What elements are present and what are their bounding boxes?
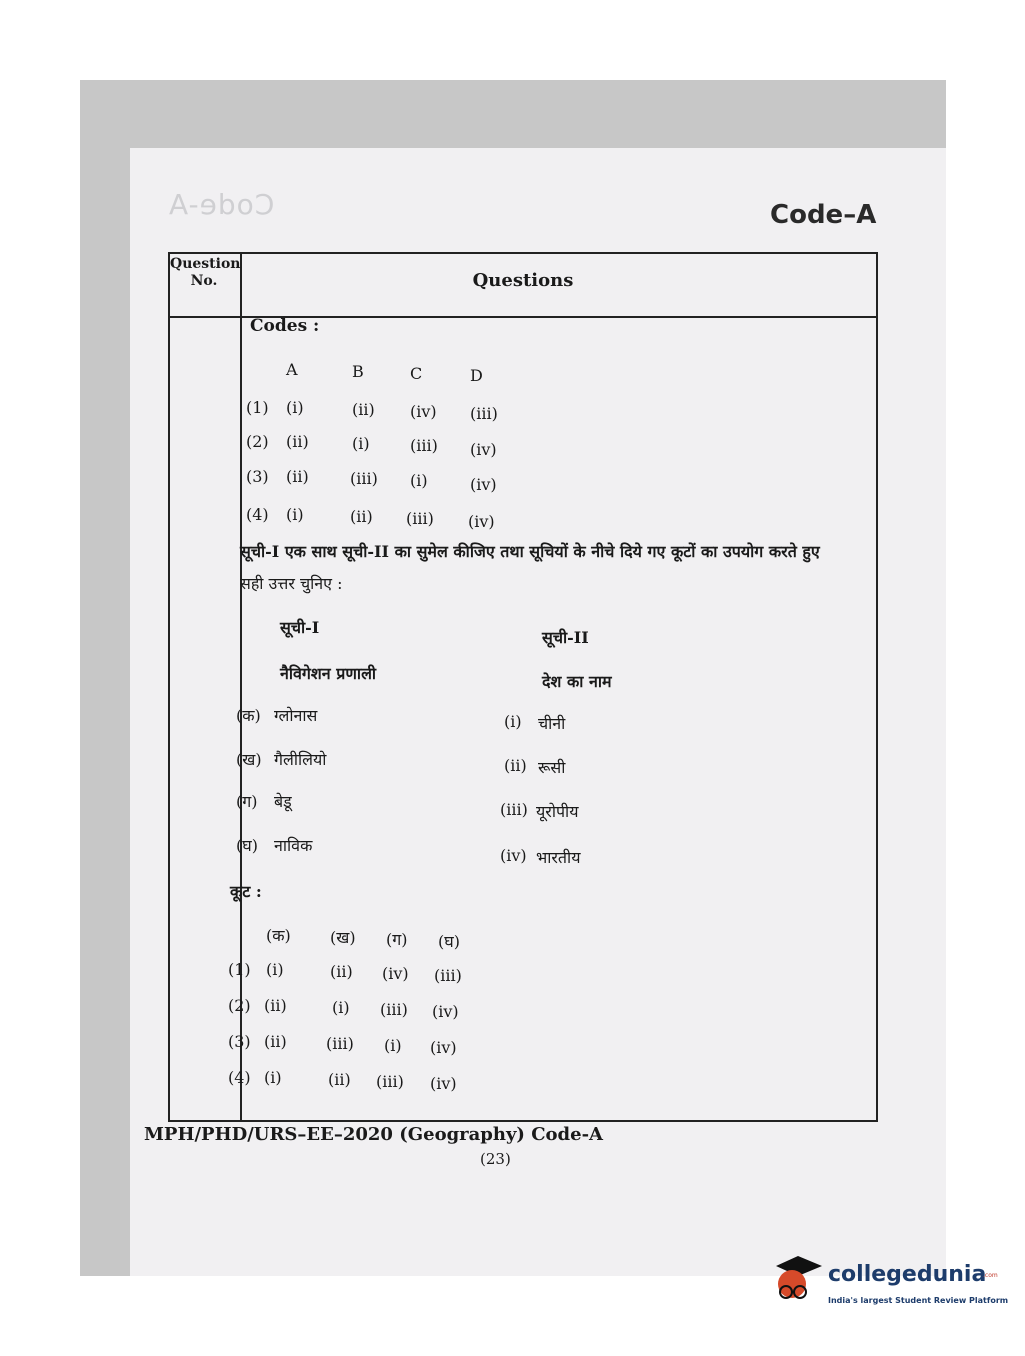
list2-item: यूरोपीय xyxy=(536,802,579,821)
list1-subtitle: नैविगेशन प्रणाली xyxy=(280,664,377,683)
list1-item: बेडू xyxy=(274,792,292,811)
q2-instruction-line1: सूची-I एक साथ सूची-II का सुमेल कीजिए तथा सूचियों के नीचे दिये गए कूटों का उपयोग करते हुए xyxy=(240,542,820,561)
q2-cell: (iv) xyxy=(430,1038,457,1057)
logo-tagline: India's largest Student Review Platform xyxy=(828,1296,1009,1305)
question-table xyxy=(168,252,878,1122)
q1-col-d: D xyxy=(470,366,483,385)
questions-header: Questions xyxy=(472,270,574,291)
list1-key: (ग) xyxy=(236,792,258,811)
logo-com: .com xyxy=(983,1272,998,1279)
q2-col: (क) xyxy=(266,926,291,945)
list1-key: (क) xyxy=(236,706,261,725)
q2-instruction-line2: सही उत्तर चुनिए : xyxy=(240,574,343,593)
q1-cell: (i) xyxy=(410,471,428,490)
list2-item: भारतीय xyxy=(536,848,581,867)
list2-subtitle: देश का नाम xyxy=(542,672,612,691)
q1-cell: (iv) xyxy=(470,440,497,459)
q2-cell: (iv) xyxy=(430,1074,457,1093)
q1-cell: (iv) xyxy=(410,402,437,421)
list2-key: (iii) xyxy=(500,800,528,819)
list2-key: (iv) xyxy=(500,846,527,865)
exam-footer: MPH/PHD/URS–EE–2020 (Geography) Code-A xyxy=(144,1124,604,1145)
q2-cell: (i) xyxy=(264,1068,282,1087)
q2-cell: (i) xyxy=(384,1036,402,1055)
page-number: (23) xyxy=(480,1150,511,1168)
logo-wordmark: collegedunia xyxy=(828,1262,987,1287)
codes-label: Codes : xyxy=(250,316,320,336)
mirror-bleed-text: Code-A xyxy=(168,188,275,221)
q2-cell: (iii) xyxy=(376,1072,404,1091)
q1-cell: (i) xyxy=(286,505,304,524)
q1-row-num: (3) xyxy=(246,467,269,486)
q2-cell: (i) xyxy=(266,960,284,979)
q1-col-b: B xyxy=(352,362,364,381)
q1-cell: (iii) xyxy=(406,509,434,528)
q1-cell: (iv) xyxy=(468,512,495,531)
question-no-line2: No. xyxy=(190,273,218,289)
list2-item: रूसी xyxy=(538,758,566,777)
q1-cell: (i) xyxy=(286,398,304,417)
page-code: Code–A xyxy=(770,200,877,230)
q2-row-num: (1) xyxy=(228,960,251,979)
q1-cell: (ii) xyxy=(286,467,309,486)
q1-cell: (iii) xyxy=(350,469,378,488)
q2-cell: (iv) xyxy=(432,1002,459,1021)
q2-cell: (ii) xyxy=(264,1032,287,1051)
q2-cell: (iii) xyxy=(326,1034,354,1053)
q1-cell: (iii) xyxy=(470,404,498,423)
list2-item: चीनी xyxy=(538,714,566,733)
list2-key: (ii) xyxy=(504,756,527,775)
q1-col-a: A xyxy=(286,360,298,379)
q1-cell: (iv) xyxy=(470,475,497,494)
q2-cell: (i) xyxy=(332,998,350,1017)
list1-item: गैलीलियो xyxy=(274,750,327,769)
q2-cell: (iv) xyxy=(382,964,409,983)
q2-cell: (iii) xyxy=(380,1000,408,1019)
q2-cell: (ii) xyxy=(264,996,287,1015)
q2-cell: (iii) xyxy=(434,966,462,985)
list1-key: (घ) xyxy=(236,836,258,855)
q2-cell: (ii) xyxy=(330,962,353,981)
question-no-header xyxy=(170,256,241,290)
list1-item: ग्लोनास xyxy=(274,706,318,725)
q1-row-num: (1) xyxy=(246,398,269,417)
q2-row-num: (3) xyxy=(228,1032,251,1051)
q1-cell: (iii) xyxy=(410,436,438,455)
q1-row-num: (2) xyxy=(246,432,269,451)
list1-title: सूची-I xyxy=(280,618,320,637)
list2-title: सूची-II xyxy=(542,628,589,647)
q1-cell: (ii) xyxy=(350,507,373,526)
q2-row-num: (2) xyxy=(228,996,251,1015)
list1-item: नाविक xyxy=(274,836,313,855)
column-divider xyxy=(240,254,242,1120)
q2-col: (ख) xyxy=(330,928,356,947)
q2-col: (घ) xyxy=(438,932,460,951)
q2-row-num: (4) xyxy=(228,1068,251,1087)
q1-cell: (ii) xyxy=(352,400,375,419)
q2-col: (ग) xyxy=(386,930,408,949)
q1-col-c: C xyxy=(410,364,423,383)
q1-cell: (ii) xyxy=(286,432,309,451)
list2-key: (i) xyxy=(504,712,522,731)
question-no-line1: Question xyxy=(170,256,241,272)
q1-row-num: (4) xyxy=(246,505,269,524)
list1-key: (ख) xyxy=(236,750,262,769)
q2-cell: (ii) xyxy=(328,1070,351,1089)
q2-codes-label: कूट : xyxy=(230,882,262,901)
q1-cell: (i) xyxy=(352,434,370,453)
